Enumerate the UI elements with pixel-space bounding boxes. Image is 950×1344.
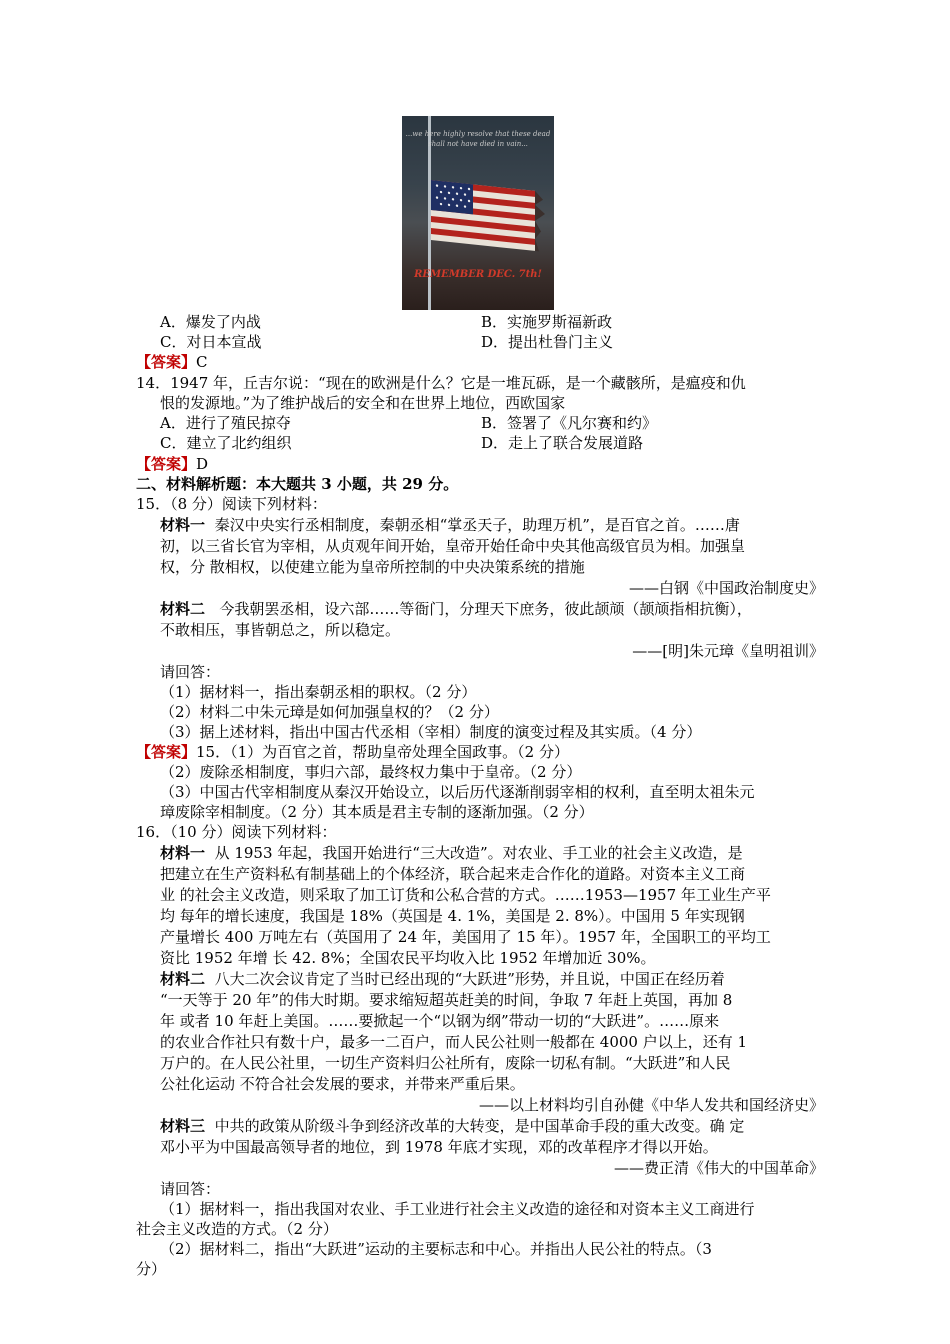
q15-answer-line4: 璋废除宰相制度。（2 分）其本质是君主专制的逐渐加强。（2 分） xyxy=(160,803,594,821)
q14-option-d: D．走上了联合发展道路 xyxy=(481,434,644,452)
q14-option-a: A．进行了殖民掠夺 xyxy=(160,414,291,432)
material-text: 从 1953 年起，我国开始进行“三大改造”。对农业、手工业的社会主义改造，是 xyxy=(214,844,743,862)
q16-material1-line3: 业 的社会主义改造，则采取了加工订货和公私合营的方式。……1953—1957 年工业生产平 xyxy=(160,886,771,904)
q15-material2-line2: 不敢相压，事皆朝总之，所以稳定。 xyxy=(160,621,401,639)
answer-tag: 【答案】 xyxy=(136,455,197,473)
q16-material2-source: ——以上材料均引自孙健《中华人发共和国经济史》 xyxy=(478,1096,824,1114)
q13-answer xyxy=(136,352,208,372)
q14-option-b: B．签署了《凡尔赛和约》 xyxy=(481,414,658,432)
material-text: 今我朝罢丞相，设六部……等衙门，分理天下庶务，彼此颉颃（颉颃指相抗衡）， xyxy=(219,600,752,618)
material-text: 秦汉中央实行丞相制度，秦朝丞相“掌丞天子，助理万机”，是百官之首。……唐 xyxy=(214,516,740,534)
q15-material1-source: ——白钢《中国政治制度史》 xyxy=(628,579,824,597)
q15-answer-line2: （2）废除丞相制度，事归六部，最终权力集中于皇帝。（2 分） xyxy=(160,763,582,781)
q15-head: 15．（8 分）阅读下列材料： xyxy=(136,495,327,513)
material-label: 材料一 xyxy=(160,516,206,534)
poster-caption-line2: shall not have died in vain... xyxy=(428,140,528,148)
q15-question1: （1）据材料一，指出秦朝丞相的职权。（2 分） xyxy=(160,683,477,701)
q15-material1-line1 xyxy=(160,515,740,535)
q14-stem-line1: 14．1947 年，丘吉尔说：“现在的欧洲是什么？它是一堆瓦砾，是一个藏骸所，是瘟疫和仇 xyxy=(136,374,746,392)
q15-answer-line1 xyxy=(136,742,569,762)
answer-text: 15．（1）为百官之首，帮助皇帝处理全国政事。（2 分） xyxy=(196,743,569,761)
q16-material2-line3: 年 或者 10 年赶上美国。……要掀起一个“以钢为纲”带动一切的“大跃进”。……原来 xyxy=(160,1012,720,1030)
q16-material2-line2: “一天等于 20 年”的伟大时期。要求缩短超英赶美的时间，争取 7 年赶上英国，再加 8 xyxy=(160,991,733,1009)
remember-dec7-poster xyxy=(402,116,554,310)
q15-question2: （2）材料二中朱元璋是如何加强皇权的？（2 分） xyxy=(160,703,499,721)
q14-option-c: C．建立了北约组织 xyxy=(160,434,292,452)
q16-material2-line4: 的农业合作社只有数十户，最多一二百户，而人民公社则一般都在 4000 户以上，还有 1 xyxy=(160,1033,748,1051)
q16-material1-line2: 把建立在生产资料私有制基础上的个体经济，联合起来走合作化的道路。对资本主义工商 xyxy=(160,865,746,883)
q16-head: 16．（10 分）阅读下列材料： xyxy=(136,823,337,841)
q16-material2-line5: 万户的。在人民公社里，一切生产资料归公社所有，废除一切私有制。“大跃进”和人民 xyxy=(160,1054,731,1072)
q15-material1-line3: 权，分 散相权，以使建立能为皇帝所控制的中央决策系统的措施 xyxy=(160,558,585,576)
q16-material3-line2: 邓小平为中国最高领导者的地位，到 1978 年底才实现，邓的改革程序才得以开始。 xyxy=(160,1138,718,1156)
q16-question1-line2: 社会主义改造的方式。（2 分） xyxy=(136,1220,338,1238)
q13-option-b: B．实施罗斯福新政 xyxy=(481,313,613,331)
material-label: 材料二 xyxy=(160,600,206,618)
q16-material1-line4: 均 每年的增长速度，我国是 18%（英国是 4. 1%，美国是 2. 8%）。中国用 5 年实现钢 xyxy=(160,907,745,925)
answer-tag: 【答案】 xyxy=(136,743,197,761)
q15-answer-line3: （3）中国古代宰相制度从秦汉开始设立，以后历代逐渐削弱宰相的权利，直至明太祖朱元 xyxy=(160,783,755,801)
q13-option-a: A．爆发了内战 xyxy=(160,313,261,331)
poster-caption-line1: ...we here highly resolve that these dead xyxy=(405,130,551,138)
q16-question2-line2: 分） xyxy=(136,1260,167,1278)
q16-ask: 请回答： xyxy=(160,1180,221,1198)
q16-material3-source: ——费正清《伟大的中国革命》 xyxy=(613,1159,824,1177)
q13-option-c: C．对日本宣战 xyxy=(160,333,262,351)
q16-question1-line1: （1）据材料一，指出我国对农业、手工业进行社会主义改造的途径和对资本主义工商进行 xyxy=(160,1200,755,1218)
q16-question2-line1: （2）据材料二，指出“大跃进”运动的主要标志和中心。并指出人民公社的特点。（3 xyxy=(160,1240,712,1258)
material-label: 材料三 xyxy=(160,1117,206,1135)
q16-material1-line1 xyxy=(160,843,743,863)
q15-material2-line1 xyxy=(160,599,752,619)
q15-question3: （3）据上述材料，指出中国古代丞相（宰相）制度的演变过程及其实质。（4 分） xyxy=(160,723,702,741)
q15-material1-line2: 初，以三省长官为宰相，从贞观年间开始，皇帝开始任命中央其他高级官员为相。加强皇 xyxy=(160,537,746,555)
answer-value: D xyxy=(196,455,209,473)
q13-option-d: D．提出杜鲁门主义 xyxy=(481,333,614,351)
material-text: 中共的政策从阶级斗争到经济改革的大转变，是中国革命手段的重大改变。确 定 xyxy=(214,1117,745,1135)
answer-value: C xyxy=(196,353,208,371)
q14-stem-line2: 恨的发源地。”为了维护战后的安全和在世界上地位，西欧国家 xyxy=(160,394,566,412)
material-text: 八大二次会议肯定了当时已经出现的“大跃进”形势，并且说，中国正在经历着 xyxy=(214,970,725,988)
us-flag-illustration xyxy=(402,116,554,310)
answer-tag: 【答案】 xyxy=(136,353,197,371)
q14-answer xyxy=(136,454,208,474)
q16-material2-line6: 公社化运动 不符合社会发展的要求，并带来严重后果。 xyxy=(160,1075,525,1093)
material-label: 材料一 xyxy=(160,844,206,862)
q16-material1-line6: 资比 1952 年增 长 42. 8%；全国农民平均收入比 1952 年增加近 30%。 xyxy=(160,949,656,967)
q15-material2-source: ——[明]朱元璋《皇明祖训》 xyxy=(632,642,824,660)
q16-material3-line1 xyxy=(160,1116,744,1136)
q15-ask: 请回答： xyxy=(160,663,221,681)
poster-slogan: REMEMBER DEC. 7th! xyxy=(414,269,542,280)
material-label: 材料二 xyxy=(160,970,206,988)
section-heading: 二、材料解析题：本大题共 3 小题，共 29 分。 xyxy=(136,475,459,493)
q16-material1-line5: 产量增长 400 万吨左右（英国用了 24 年，美国用了 15 年）。1957 年，全国职工的平均工 xyxy=(160,928,771,946)
q16-material2-line1 xyxy=(160,969,725,989)
